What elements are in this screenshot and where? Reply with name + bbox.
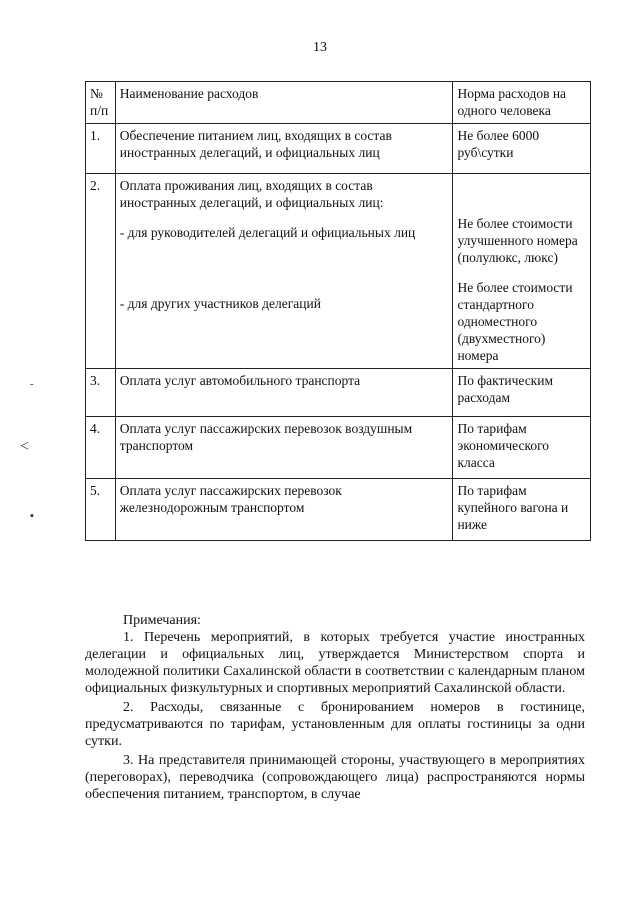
row-name: Оплата проживания лиц, входящих в состав иностранных делегаций, и официальных лиц:	[119, 178, 384, 210]
table-row	[86, 417, 591, 479]
row-name: Оплата услуг автомобильного транспорта	[115, 369, 453, 417]
header-norm: Норма расходов на одного человека	[453, 82, 591, 124]
row-num: 2.	[86, 174, 116, 369]
row-num: 4.	[86, 417, 116, 479]
row-norm: По тарифам купейного вагона и ниже	[453, 479, 591, 541]
scan-mark: ‐	[30, 378, 34, 390]
note-item: 1. Перечень мероприятий, в которых требуется участие иностранных делегации и официальных лиц, утверждается Министерством спорта и молодежной политики Сахалинской области в соответствии с календарным планом официальных физкультурных и спортивных мероприятий Сахалинской области.	[85, 630, 585, 696]
row-norm: Не более 6000 руб\сутки	[453, 124, 591, 174]
header-num: № п/п	[86, 82, 116, 124]
row-norm-cell	[453, 174, 591, 369]
expenses-table	[85, 81, 591, 541]
row-norm-leaders: Не более стоимости улучшенного номера (полулюкс, люкс)	[457, 216, 578, 265]
row-subitem-others: - для других участников делегаций	[119, 296, 321, 311]
scan-mark: ▪	[30, 510, 34, 522]
row-norm: По тарифам экономического класса	[453, 417, 591, 479]
row-name: Обеспечение питанием лиц, входящих в состав иностранных делегаций, и официальных лиц	[115, 124, 453, 174]
scan-mark: ˂	[20, 438, 30, 455]
row-name-cell	[115, 174, 453, 369]
page-number: 13	[313, 40, 327, 55]
table-row	[86, 369, 591, 417]
table-row	[86, 479, 591, 541]
row-norm: По фактическим расходам	[453, 369, 591, 417]
row-norm-others: Не более стоимости стандартного одноместного (двухместного) номера	[457, 280, 573, 363]
row-name: Оплата услуг пассажирских перевозок воздушным транспортом	[115, 417, 453, 479]
notes-section	[85, 612, 585, 805]
note-item: 2. Расходы, связанные с бронированием номеров в гостинице, предусматриваются по тарифам, установленным для оплаты гостиницы за одни сутки.	[85, 700, 585, 749]
table-row	[86, 124, 591, 174]
row-num: 3.	[86, 369, 116, 417]
notes-title: Примечания:	[123, 613, 201, 628]
table-header-row	[86, 82, 591, 124]
row-num: 1.	[86, 124, 116, 174]
note-item: 3. На представителя принимающей стороны, участвующего в мероприятиях (переговорах), переводчика (сопровождающего лица) распространяются нормы обеспечения питанием, транспортом, в случае	[85, 753, 585, 802]
row-subitem-leaders: - для руководителей делегаций и официальных лиц	[119, 225, 416, 240]
table-row	[86, 174, 591, 369]
row-num: 5.	[86, 479, 116, 541]
header-name: Наименование расходов	[115, 82, 453, 124]
row-name: Оплата услуг пассажирских перевозок железнодорожным транспортом	[115, 479, 453, 541]
